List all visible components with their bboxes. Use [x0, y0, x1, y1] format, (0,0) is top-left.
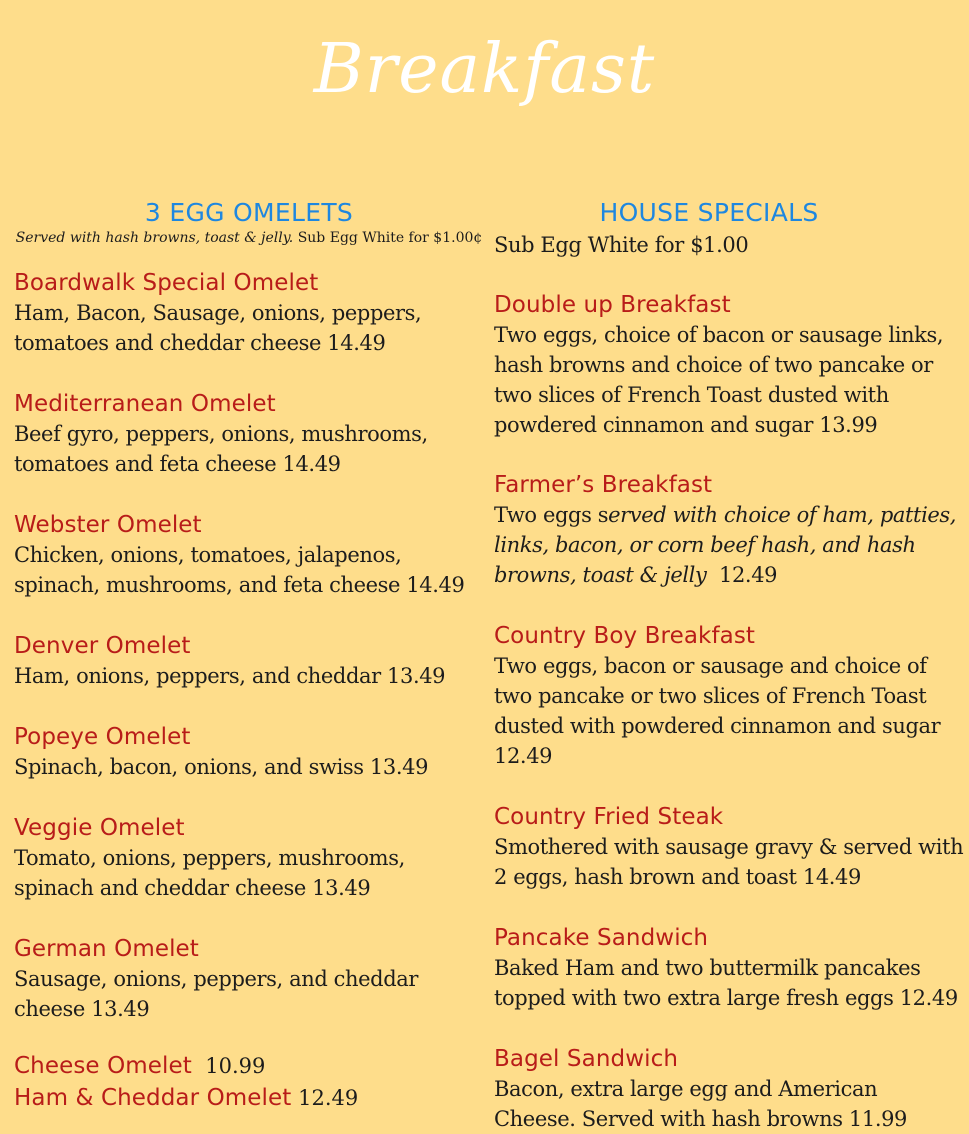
menu-item	[494, 802, 964, 892]
house-specials-heading: HOUSE SPECIALS	[599, 198, 819, 227]
omelets-note-italic: Served with hash browns, toast & jelly.	[15, 230, 294, 246]
menu-title: Breakfast	[313, 30, 656, 109]
omelets-heading: 3 EGG OMELETS	[144, 198, 354, 227]
menu-item	[14, 1051, 484, 1083]
item-description-plain: Two eggs s	[494, 503, 609, 527]
item-description: Sausage, onions, peppers, and cheddar cheese 13.49	[14, 967, 419, 1021]
item-name: German Omelet	[14, 936, 199, 962]
omelets-note-plain: Sub Egg White for $1.00¢	[293, 230, 483, 246]
item-description: Two eggs, choice of bacon or sausage links, hash browns and choice of two pancake or two slices of French Toast dusted with powdered cinnamon and sugar 13.99	[494, 323, 944, 437]
menu-item	[494, 923, 964, 1013]
item-name: Veggie Omelet	[14, 815, 185, 841]
item-name: Denver Omelet	[14, 633, 191, 659]
menu-item	[14, 1083, 484, 1115]
item-name: Webster Omelet	[14, 512, 202, 538]
menu-item	[494, 470, 964, 590]
house-specials-column	[494, 196, 964, 1134]
item-price: 10.99	[191, 1054, 266, 1078]
item-name: Pancake Sandwich	[494, 925, 709, 951]
item-description: Two eggs, bacon or sausage and choice of two pancake or two slices of French Toast dusted with powdered cinnamon and sugar 12.49	[494, 654, 941, 768]
item-description	[494, 500, 964, 590]
item-name: Bagel Sandwich	[494, 1046, 679, 1072]
item-description: Spinach, bacon, onions, and swiss 13.49	[14, 755, 429, 779]
menu-item	[494, 621, 964, 771]
item-name: Farmer’s Breakfast	[494, 472, 713, 498]
item-name: Country Fried Steak	[494, 804, 724, 830]
item-description: Ham, Bacon, Sausage, onions, peppers, tomatoes and cheddar cheese 14.49	[14, 301, 422, 355]
item-description: Smothered with sausage gravy & served with 2 eggs, hash brown and toast 14.49	[494, 835, 964, 889]
item-description: Bacon, extra large egg and American Cheese. Served with hash browns 11.99	[494, 1077, 908, 1131]
menu-item	[14, 268, 484, 358]
item-description: Chicken, onions, tomatoes, jalapenos, spinach, mushrooms, and feta cheese 14.49	[14, 543, 465, 597]
omelets-column	[14, 196, 484, 1115]
menu-item	[14, 389, 484, 479]
item-description: Beef gyro, peppers, onions, mushrooms, tomatoes and feta cheese 14.49	[14, 422, 428, 476]
item-price: 12.49	[291, 1086, 359, 1110]
omelets-note	[14, 228, 484, 248]
menu-item	[494, 290, 964, 440]
item-name: Country Boy Breakfast	[494, 623, 756, 649]
item-description: Ham, onions, peppers, and cheddar 13.49	[14, 664, 446, 688]
menu-item	[14, 631, 484, 691]
menu-item	[494, 1044, 964, 1134]
item-description: Tomato, onions, peppers, mushrooms, spinach and cheddar cheese 13.49	[14, 846, 405, 900]
item-price: 12.49	[706, 563, 778, 587]
menu-item	[14, 722, 484, 782]
item-name: Popeye Omelet	[14, 724, 191, 750]
menu-item	[14, 934, 484, 1024]
item-name: Cheese Omelet	[14, 1053, 192, 1079]
item-description-italic: erved with choice of ham, patties, links, bacon, or corn beef hash, and hash browns, toast & jelly	[494, 503, 957, 587]
item-name: Double up Breakfast	[494, 292, 731, 318]
house-specials-note: Sub Egg White for $1.00	[494, 233, 749, 257]
item-name: Ham & Cheddar Omelet	[14, 1085, 292, 1111]
item-description: Baked Ham and two buttermilk pancakes topped with two extra large fresh eggs 12.49	[494, 956, 958, 1010]
menu-item	[14, 510, 484, 600]
item-name: Mediterranean Omelet	[14, 391, 276, 417]
menu-item	[14, 813, 484, 903]
item-name: Boardwalk Special Omelet	[14, 270, 319, 296]
